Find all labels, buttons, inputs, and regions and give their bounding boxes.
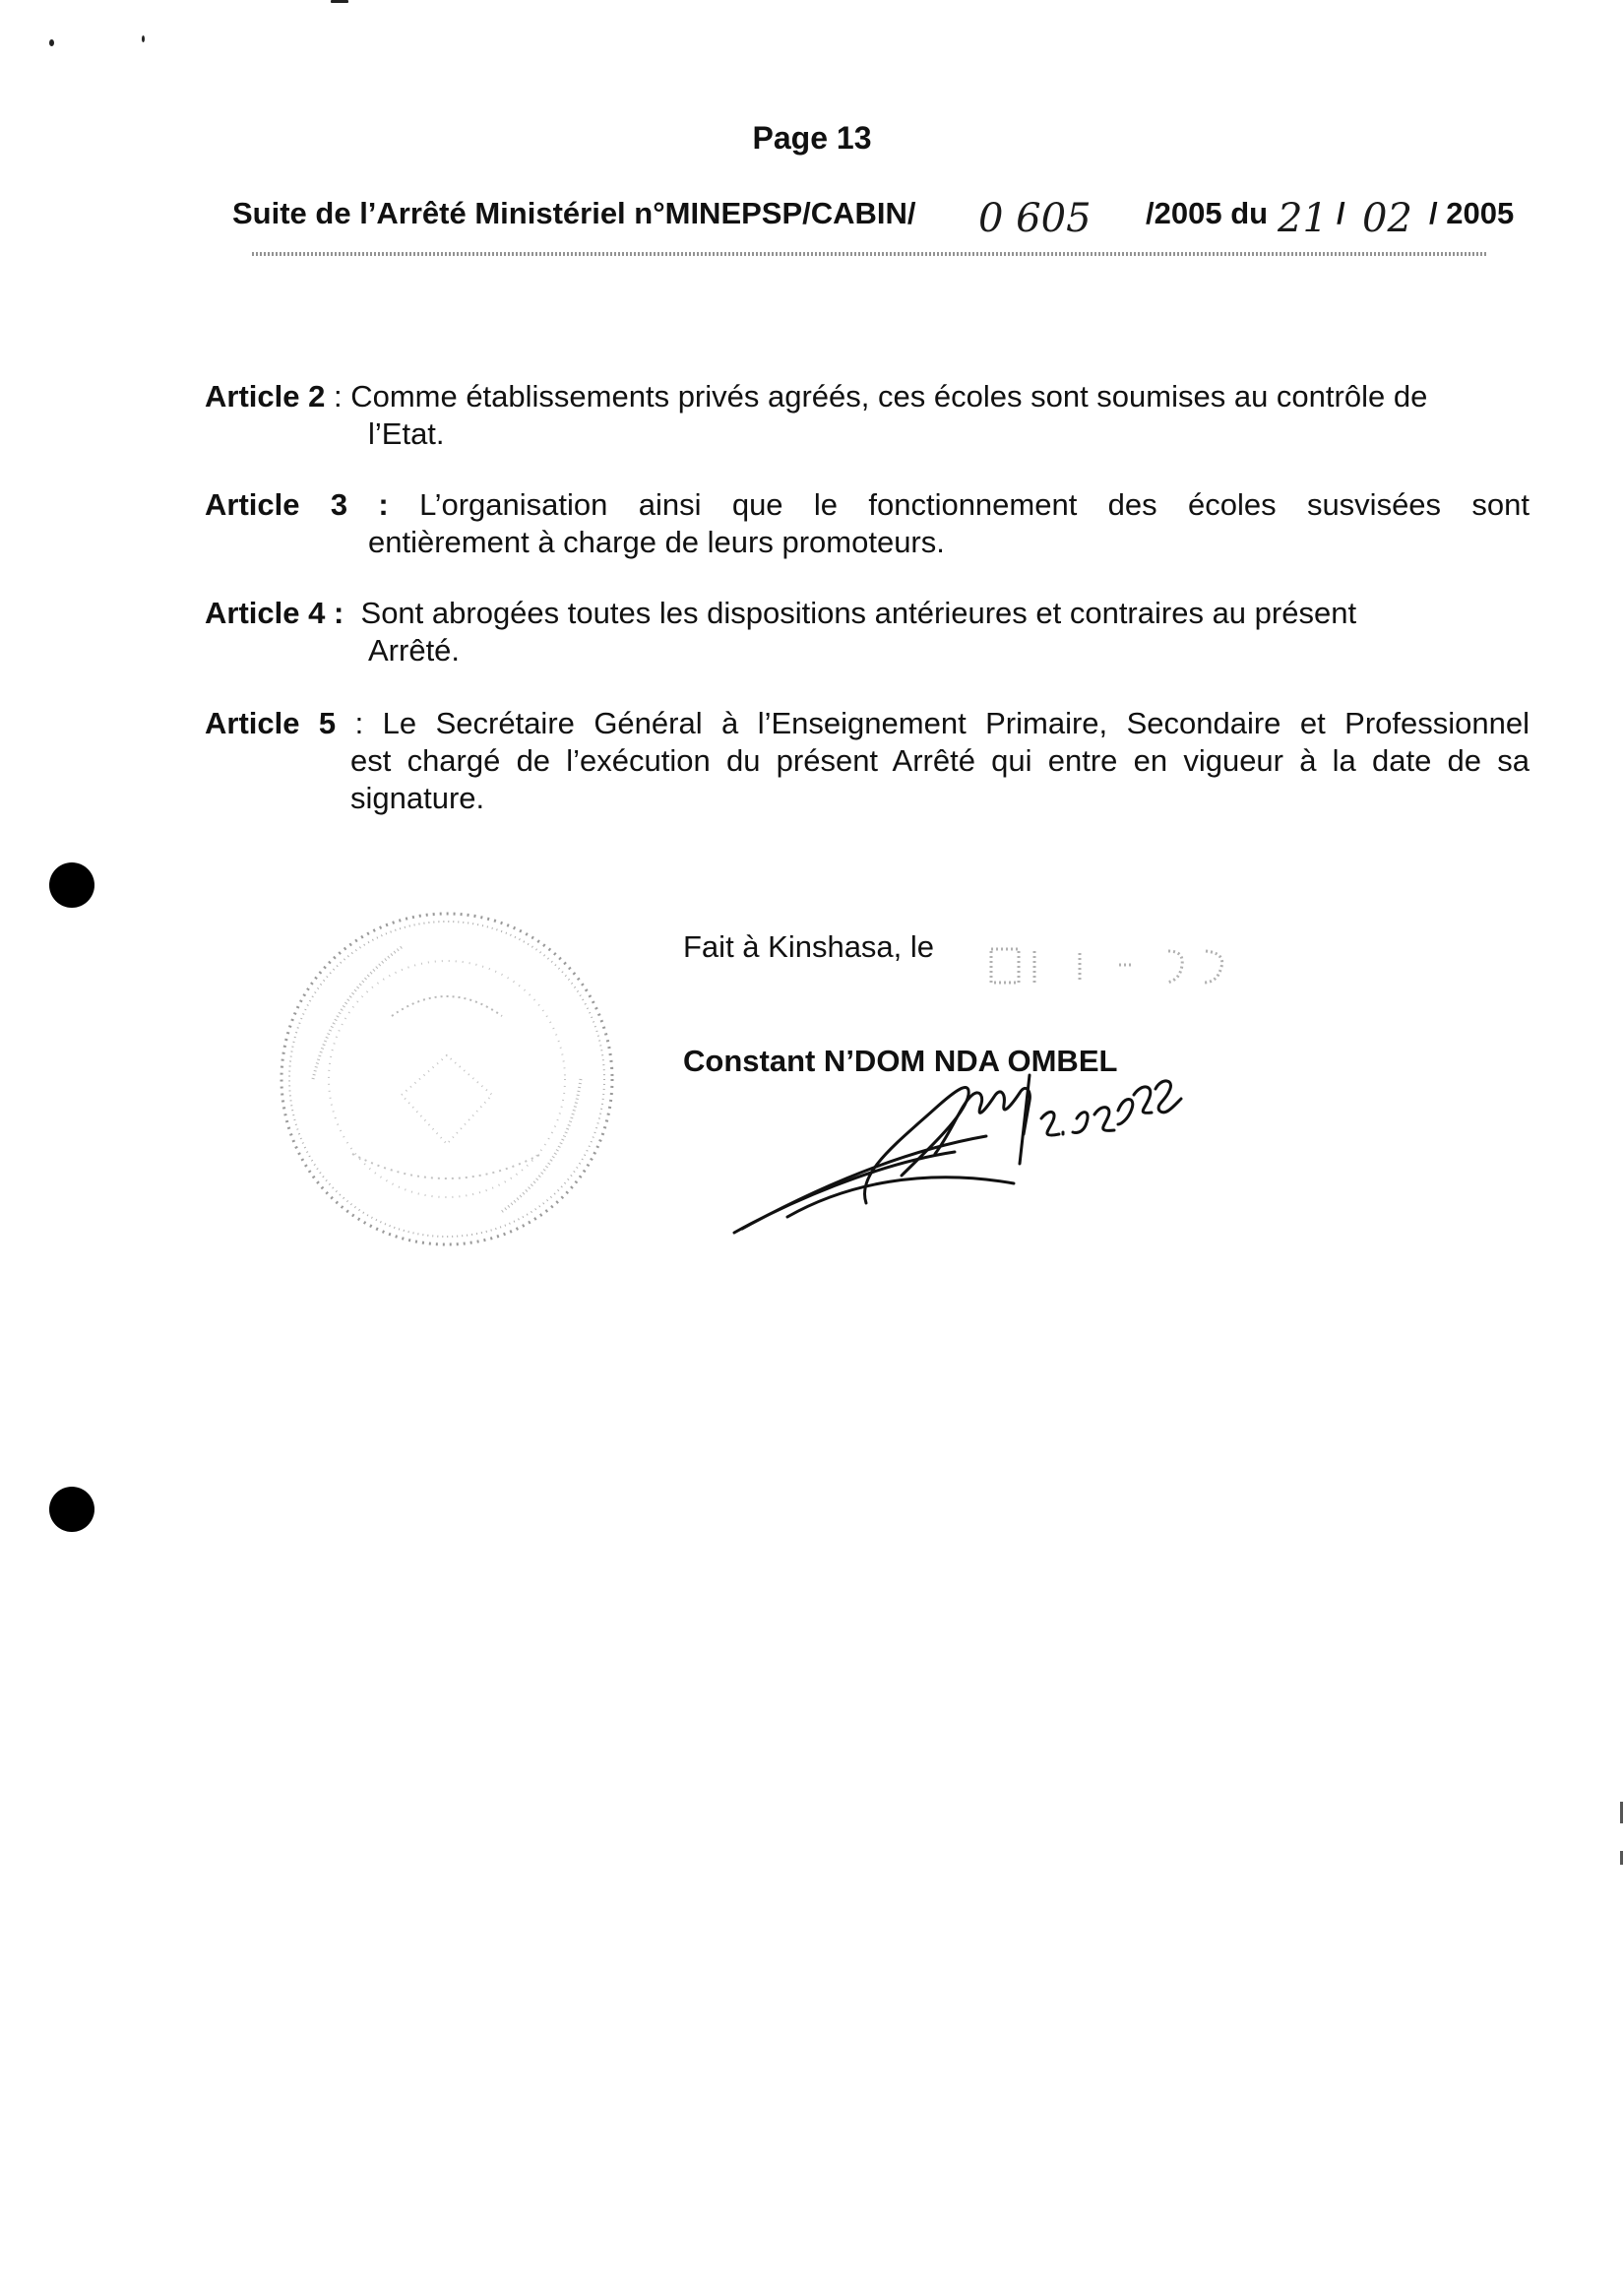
scan-speck [49,39,54,46]
handwritten-decree-day: 21 [1278,196,1328,241]
handwritten-decree-month: 02 [1362,196,1412,241]
article-line [205,595,1530,632]
article-line: entièrement à charge de leurs promoteurs. [368,525,945,559]
article-5 [205,705,1530,817]
decree-reference-prefix: Suite de l’Arrêté Ministériel n°MINEPSP/CABIN/ [232,196,916,230]
decree-year: /2005 du [1146,196,1269,230]
article-label: Article 2 [205,379,326,414]
scan-edge-mark [1620,1802,1623,1823]
signatory-name: Constant N’DOM NDA OMBEL [683,1044,1118,1078]
punch-hole-top [49,862,94,908]
scan-edge-mark [1620,1851,1623,1865]
article-separator: : [325,379,351,414]
handwritten-decree-number: 0 605 [978,196,1092,241]
faint-date-stamp [989,943,1245,990]
article-text: Le Secrétaire Général à l’Enseignement Primaire, Secondaire et Professionnel [382,706,1530,740]
article-line [205,705,1530,742]
article-line [205,486,1530,524]
punch-hole-bottom [49,1487,94,1532]
article-separator: : [336,706,383,740]
article-line [205,378,1530,415]
handwritten-signature [728,1036,1201,1242]
date-slash: / [1337,196,1345,230]
article-3 [205,486,1530,561]
article-label: Article 4 : [205,596,344,630]
article-line: l’Etat. [368,416,445,451]
article-line: est chargé de l’exécution du présent Arrêté qui entre en vigueur à la date de sa [350,743,1530,778]
article-2 [205,378,1530,453]
scan-speck [142,35,145,42]
article-line: signature. [350,781,485,815]
article-text: Sont abrogées toutes les dispositions antérieures et contraires au présent [360,596,1357,630]
place-and-date-label: Fait à Kinshasa, le [683,929,935,964]
decree-reference [232,192,1515,241]
article-label: Article 3 : [205,487,389,522]
header-dotted-rule [252,252,1486,256]
article-label: Article 5 [205,706,337,740]
page-number: Page 13 [752,120,872,156]
article-line: Arrêté. [368,633,461,668]
scan-speck [331,0,348,3]
article-4 [205,595,1530,669]
article-text: Comme établissements privés agréés, ces écoles sont soumises au contrôle de [350,379,1428,414]
decree-date-year: / 2005 [1429,196,1515,230]
official-seal-stamp [274,908,620,1250]
article-text: L’organisation ainsi que le fonctionnement des écoles susvisées sont [419,487,1530,522]
